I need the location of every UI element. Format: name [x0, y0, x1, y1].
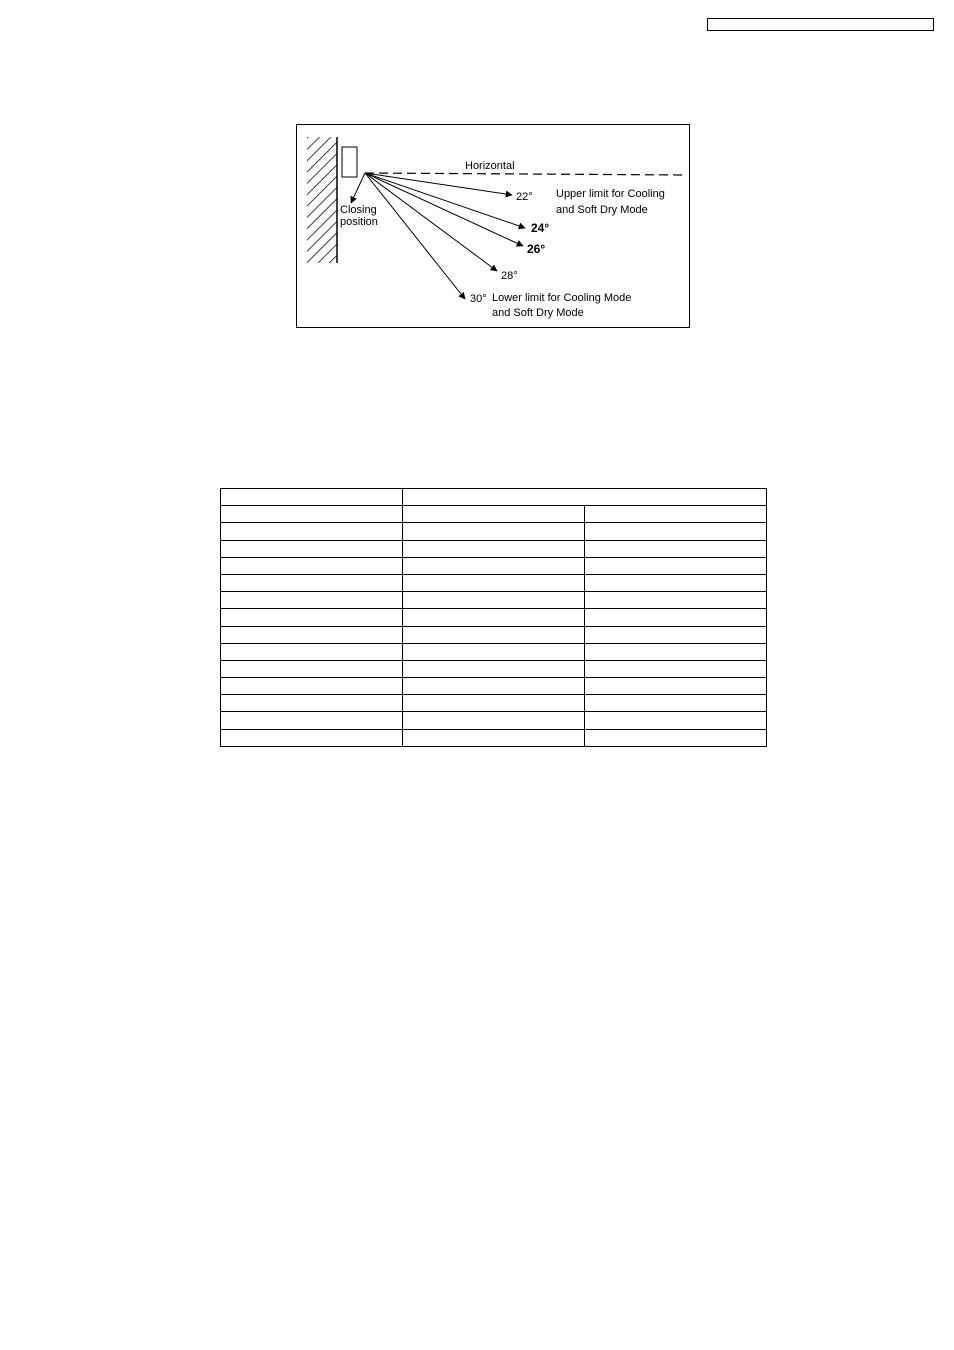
table-cell — [221, 626, 403, 643]
table-cell — [221, 695, 403, 712]
table-cell — [585, 712, 767, 729]
ray-26 — [365, 173, 523, 246]
table-cell — [221, 712, 403, 729]
table-cell — [403, 574, 585, 591]
table-cell — [403, 626, 585, 643]
table-row — [221, 523, 767, 540]
table-cell — [585, 523, 767, 540]
table-row — [221, 660, 767, 677]
angle-28-label: 28° — [501, 270, 518, 282]
table-cell — [221, 643, 403, 660]
table-cell — [585, 609, 767, 626]
lower-limit-line1: Lower limit for Cooling Mode — [492, 292, 632, 304]
table-cell — [221, 592, 403, 609]
closing-label-line2: position — [340, 216, 378, 228]
table-cell — [221, 523, 403, 540]
table-cell — [403, 678, 585, 695]
table-row — [221, 678, 767, 695]
table-cell — [403, 643, 585, 660]
table-cell — [585, 557, 767, 574]
ray-24 — [365, 173, 525, 228]
louver-angle-diagram — [297, 125, 689, 327]
table-row — [221, 557, 767, 574]
table-header-row — [221, 489, 767, 506]
table-cell — [221, 574, 403, 591]
table-row — [221, 574, 767, 591]
table-cell — [221, 729, 403, 746]
table-cell — [585, 643, 767, 660]
upper-limit-line2: and Soft Dry Mode — [556, 204, 648, 216]
table-cell — [403, 506, 585, 523]
table-cell — [221, 557, 403, 574]
table-row — [221, 609, 767, 626]
table-cell — [585, 729, 767, 746]
table-cell — [221, 678, 403, 695]
horizontal-line — [365, 173, 687, 175]
table-cell — [221, 489, 403, 506]
wall-hatching — [307, 137, 337, 263]
table-cell — [585, 678, 767, 695]
table-cell — [403, 523, 585, 540]
louver-angle-figure — [296, 124, 690, 328]
table-cell — [585, 695, 767, 712]
table-cell — [403, 609, 585, 626]
ray-22 — [365, 173, 512, 195]
angle-22-label: 22° — [516, 191, 533, 203]
table-cell — [221, 506, 403, 523]
table-row — [221, 712, 767, 729]
table-row — [221, 592, 767, 609]
table-cell — [403, 729, 585, 746]
table-cell — [585, 506, 767, 523]
table-cell — [221, 660, 403, 677]
page-header-box — [707, 18, 934, 31]
table-row — [221, 695, 767, 712]
table-cell — [403, 557, 585, 574]
lower-limit-line2: and Soft Dry Mode — [492, 307, 584, 319]
closing-label-line1: Closing — [340, 204, 377, 216]
upper-limit-line1: Upper limit for Cooling — [556, 188, 665, 200]
indoor-unit — [342, 147, 357, 177]
table-cell — [403, 489, 767, 506]
table-row — [221, 643, 767, 660]
angle-26-label: 26° — [527, 242, 546, 256]
table-cell — [403, 540, 585, 557]
table-cell — [403, 660, 585, 677]
table-subheader-row — [221, 506, 767, 523]
table-cell — [585, 574, 767, 591]
table-row — [221, 540, 767, 557]
table-row — [221, 626, 767, 643]
table-cell — [585, 660, 767, 677]
data-table — [220, 488, 767, 747]
table-cell — [403, 592, 585, 609]
table-cell — [221, 609, 403, 626]
table-cell — [585, 540, 767, 557]
table-row — [221, 729, 767, 746]
horizontal-label: Horizontal — [465, 160, 515, 172]
table-cell — [403, 712, 585, 729]
table-cell — [403, 695, 585, 712]
table-cell — [585, 592, 767, 609]
table-cell — [585, 626, 767, 643]
angle-30-label: 30° — [470, 293, 487, 305]
angle-24-label: 24° — [531, 221, 550, 235]
table-cell — [221, 540, 403, 557]
